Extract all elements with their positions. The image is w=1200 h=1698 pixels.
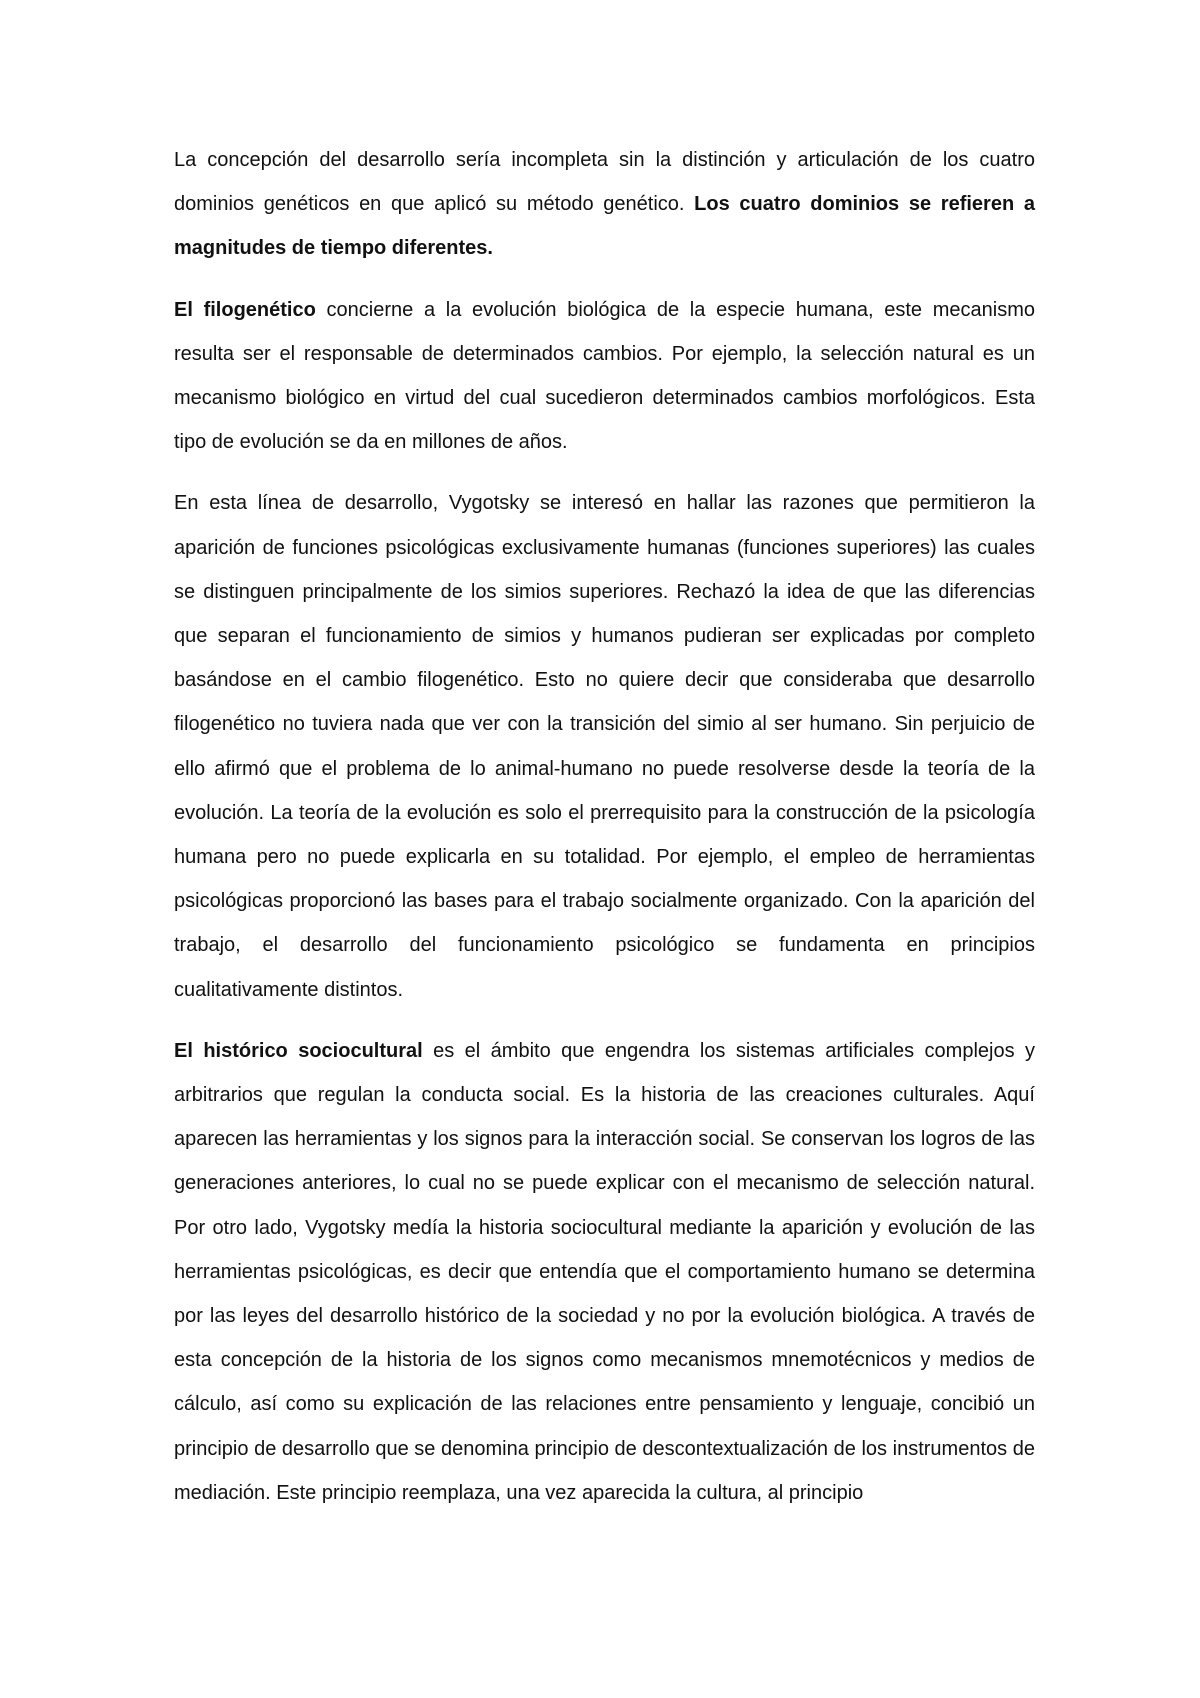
historico-sociocultural-text: es el ámbito que engendra los sistemas artificiales complejos y arbitrarios que regulan la conducta social. Es la historia de las creaciones culturales. Aquí aparecen las herramientas y los signos para la interacción social. Se conservan los logros de las generaciones anteriores, lo cual no se puede explicar con el mecanismo de selección natural. Por otro lado, Vygotsky medía la historia sociocultural mediante la aparición y evolución de las herramientas psicológicas, es decir que entendía que el comportamiento humano se determina por las leyes del desarrollo histórico de la sociedad y no por la evolución biológica. A través de esta concepción de la historia de los signos como mecanismos mnemotécnicos y medios de cálculo, así como su explicación de las relaciones entre pensamiento y lenguaje, concibió un principio de desarrollo que se denomina principio de descontextualización de los instrumentos de mediación. Este principio reemplaza, una vez aparecida la cultura, al principio — [174, 1039, 1036, 1504]
filogenetico-text: concierne a la evolución biológica de la especie humana, este mecanismo resulta ser el responsable de determinados cambios. Por ejemplo, la selección natural es un mecanismo biológico en virtud del cual sucedieron determinados cambios morfológicos. Esta tipo de evolución se da en millones de años. — [174, 298, 1035, 454]
paragraph-vygotsky-line — [174, 481, 1035, 1011]
filogenetico-heading: El filogenético — [174, 298, 316, 321]
paragraph-intro — [174, 138, 1035, 271]
paragraph-filogenetico — [174, 288, 1035, 465]
intro-bold-statement: Los cuatro dominios se refieren a magnitudes de tiempo diferentes. — [174, 193, 1035, 260]
historico-sociocultural-heading: El histórico sociocultural — [174, 1039, 423, 1062]
document-page — [174, 138, 1035, 1532]
intro-text: La concepción del desarrollo sería incompleta sin la distinción y articulación de los cuatro dominios genéticos en que aplicó su método genético. — [174, 149, 1035, 216]
vygotsky-line-text: En esta línea de desarrollo, Vygotsky se interesó en hallar las razones que permitieron la aparición de funciones psicológicas exclusivamente humanas (funciones superiores) las cuales se distinguen principalmente de los simios superiores. Rechazó la idea de que las diferencias que separan el funcionamiento de simios y humanos pudieran ser explicadas por completo basándose en el cambio filogenético. Esto no quiere decir que consideraba que desarrollo filogenético no tuviera nada que ver con la transición del simio al ser humano. Sin perjuicio de ello afirmó que el problema de lo animal-humano no puede resolverse desde la teoría de la evolución. La teoría de la evolución es solo el prerrequisito para la construcción de la psicología humana pero no puede explicarla en su totalidad. Por ejemplo, el empleo de herramientas psicológicas proporcionó las bases para el trabajo socialmente organizado. Con la aparición del trabajo, el desarrollo del funcionamiento psicológico se fundamenta en principios cualitativamente distintos. — [174, 492, 1035, 1001]
paragraph-historico-sociocultural — [174, 1029, 1035, 1515]
